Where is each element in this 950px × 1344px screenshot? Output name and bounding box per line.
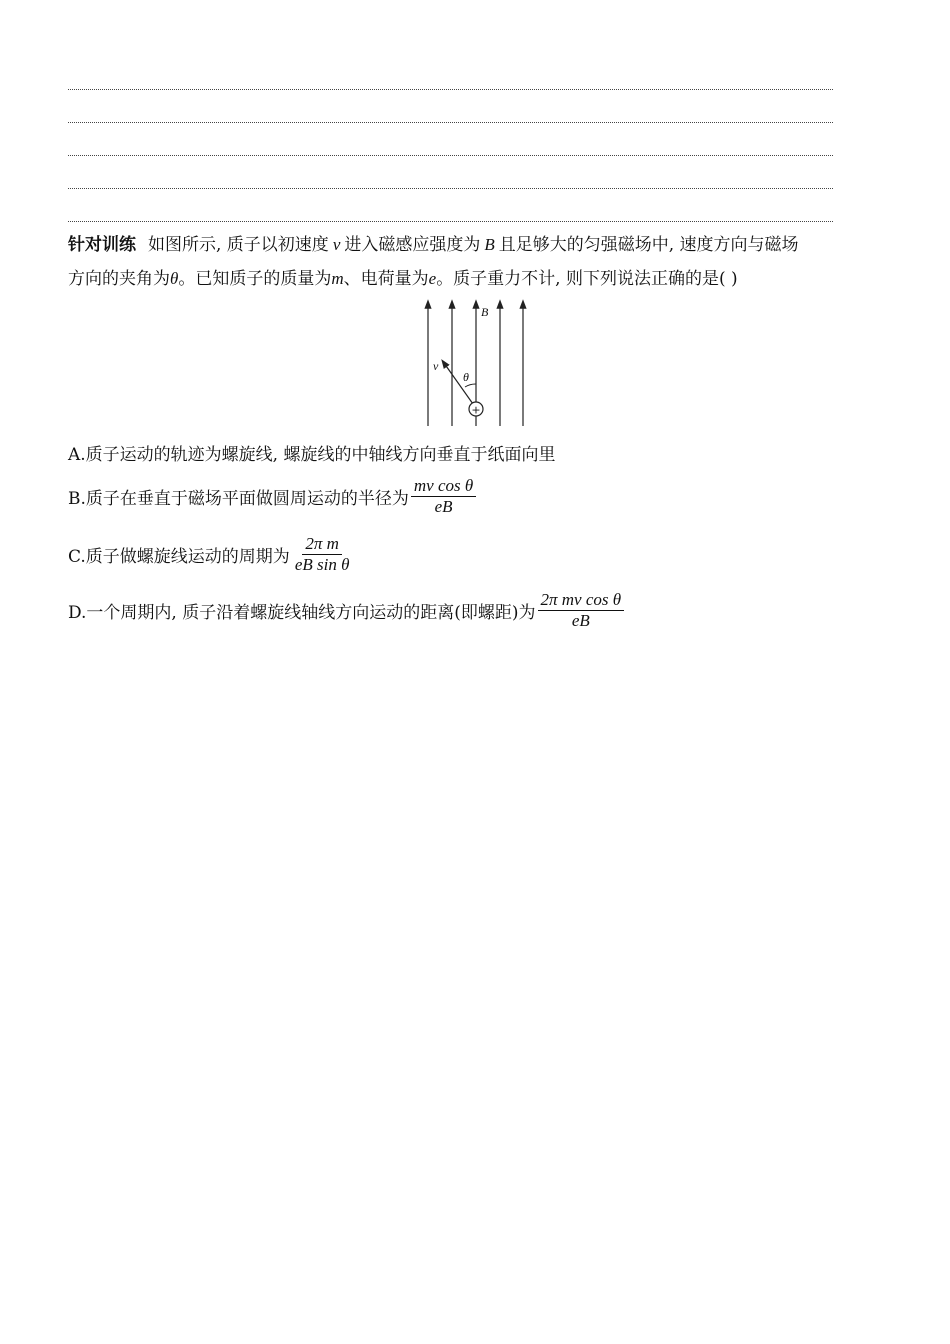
option-d[interactable]: D.一个周期内, 质子沿着螺旋线轴线方向运动的距离(即螺距)为 $\frac{\text{2π mv cos θ}}{eB}$: [68, 590, 624, 631]
angle-label: θ: [463, 370, 469, 384]
option-c-formula: $\frac{\text{2π m}}{\text{eB sin θ}}$: [294, 534, 350, 574]
option-b[interactable]: B.质子在垂直于磁场平面做圆周运动的半径为 $\frac{\text{mv cos θ}}{eB}$: [68, 476, 476, 517]
question-stem-line-2: 方向的夹角为θ。已知质子的质量为m、电荷量为e。质子重力不计, 则下列说法正确的是( ): [68, 269, 738, 289]
answer-line-4: [68, 188, 833, 189]
angle-arc: [465, 384, 476, 387]
answer-line-2: [68, 122, 833, 123]
field-label: B: [481, 305, 489, 319]
charge-symbol: +: [471, 403, 481, 417]
answer-line-1: [68, 89, 833, 90]
magnetic-field-figure: [415, 298, 535, 435]
option-c[interactable]: C.质子做螺旋线运动的周期为 $\frac{\text{2π m}}{\text{eB sin θ}}$: [68, 534, 352, 575]
answer-line-5: [68, 221, 833, 222]
question-label: 针对训练: [68, 235, 136, 255]
field-diagram: [415, 298, 535, 430]
velocity-label: v: [433, 359, 439, 373]
answer-line-3: [68, 155, 833, 156]
option-b-formula: $\frac{\text{mv cos θ}}{eB}$: [411, 476, 476, 517]
option-d-formula: $\frac{\text{2π mv cos θ}}{eB}$: [538, 590, 625, 631]
option-a[interactable]: A.质子运动的轨迹为螺旋线, 螺旋线的中轴线方向垂直于纸面向里: [68, 445, 556, 465]
question-stem-line-1: 针对训练 如图所示, 质子以初速度 v 进入磁感应强度为 B 且足够大的匀强磁场中, 速度方向与磁场: [68, 235, 799, 255]
